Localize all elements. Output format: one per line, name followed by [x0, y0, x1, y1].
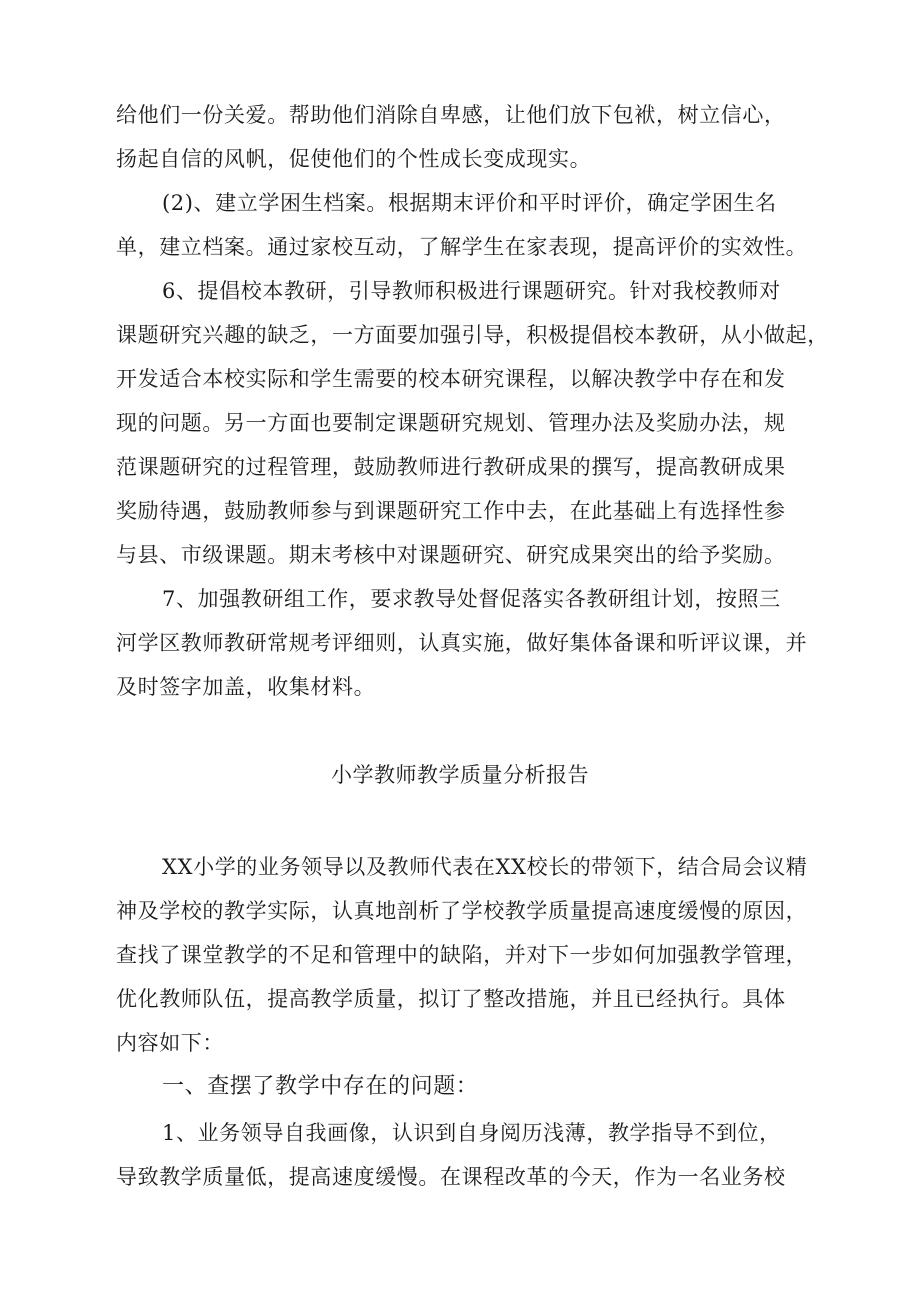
paragraph-line: 现的问题。另一方面也要制定课题研究规划、管理办法及奖励办法，规 — [116, 411, 786, 435]
paragraph-line: 范课题研究的过程管理，鼓励教师进行教研成果的撰写，提高教研成果 — [116, 455, 786, 479]
paragraph-line: 给他们一份关爱。帮助他们消除自卑感，让他们放下包袱，树立信心， — [116, 103, 786, 127]
paragraph-line: 课题研究兴趣的缺乏，一方面要加强引导，积极提倡校本教研，从小做起， — [116, 323, 829, 347]
report-title: 小学教师教学质量分析报告 — [331, 763, 589, 787]
paragraph-line: 河学区教师教研常规考评细则，认真实施，做好集体备课和听评议课，并 — [116, 631, 808, 655]
paragraph-line: 内容如下： — [116, 1031, 224, 1055]
paragraph-line: 7、加强教研组工作，要求教导处督促落实各教研组计划，按照三 — [162, 587, 781, 611]
paragraph-line: 导致教学质量低，提高速度缓慢。在课程改革的今天，作为一名业务校 — [116, 1165, 786, 1189]
paragraph-line: 优化教师队伍，提高教学质量，拟订了整改措施，并且已经执行。具体 — [116, 987, 786, 1011]
section-heading: 一、查摆了教学中存在的问题： — [162, 1074, 479, 1099]
paragraph-line: 奖励待遇，鼓励教师参与到课题研究工作中去，在此基础上有选择性参 — [116, 499, 786, 523]
paragraph-line: 扬起自信的风帆，促使他们的个性成长变成现实。 — [116, 147, 592, 171]
paragraph-line: 神及学校的教学实际，认真地剖析了学校教学质量提高速度缓慢的原因， — [116, 899, 808, 923]
paragraph-line: 单，建立档案。通过家校互动，了解学生在家表现，提高评价的实效性。 — [116, 235, 808, 259]
paragraph-line: 1、业务领导自我画像，认识到自身阅历浅薄，教学指导不到位， — [162, 1121, 781, 1145]
paragraph-line: 开发适合本校实际和学生需要的校本研究课程，以解决教学中存在和发 — [116, 367, 786, 391]
paragraph-line: 6、提倡校本教研，引导教师积极进行课题研究。针对我校教师对 — [162, 279, 781, 303]
paragraph-line: (2)、建立学困生档案。根据期末评价和平时评价，确定学困生名 — [162, 191, 777, 215]
paragraph-line: XX小学的业务领导以及教师代表在XX校长的带领下，结合局会议精 — [162, 855, 808, 879]
paragraph-line: 及时签字加盖，收集材料。 — [116, 675, 376, 699]
paragraph-line: 与县、市级课题。期末考核中对课题研究、研究成果突出的给予奖励。 — [116, 543, 786, 567]
paragraph-line: 查找了课堂教学的不足和管理中的缺陷，并对下一步如何加强教学管理， — [116, 943, 808, 967]
